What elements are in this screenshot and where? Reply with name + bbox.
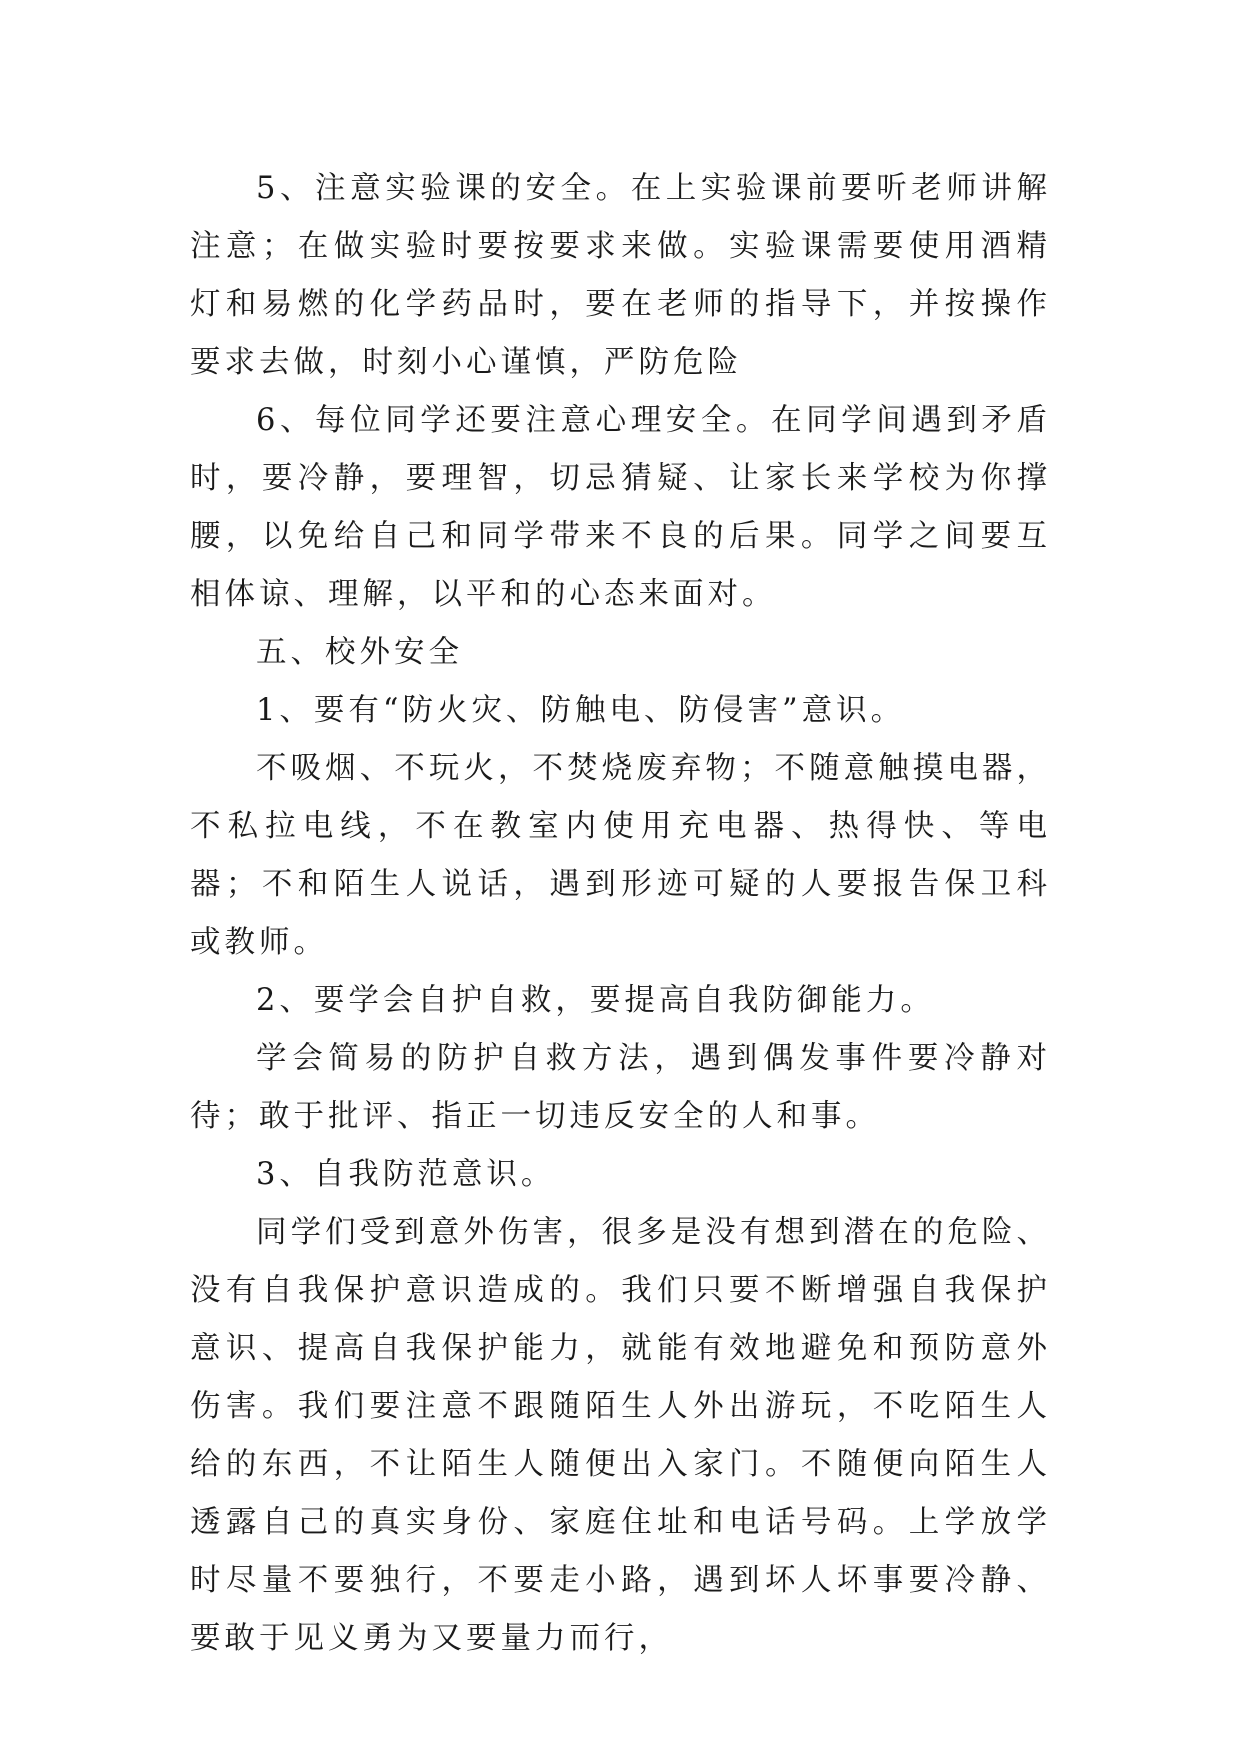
paragraph-fire-electric-rules: 不吸烟、不玩火，不焚烧废弃物；不随意触摸电器，不私拉电线，不在教室内使用充电器、热得快、等电器；不和陌生人说话，遇到形迹可疑的人要报告保卫科或教师。 [190, 751, 1051, 960]
paragraph-lab-safety: 5、注意实验课的安全。在上实验课前要听老师讲解注意；在做实验时要按要求来做。实验课需要使用酒精灯和易燃的化学药品时，要在老师的指导下，并按操作要求去做，时刻小心谨慎，严防危险 [190, 171, 1051, 380]
section-heading-off-campus-safety: 五、校外安全 [256, 635, 463, 670]
paragraph-mental-safety: 6、每位同学还要注意心理安全。在同学间遇到矛盾时，要冷静，要理智，切忌猜疑、让家长来学校为你撑腰，以免给自己和同学带来不良的后果。同学之间要互相体谅、理解，以平和的心态来面对。 [190, 403, 1051, 612]
document-body [190, 160, 1051, 1668]
paragraph-self-protection-details: 同学们受到意外伤害，很多是没有想到潜在的危险、没有自我保护意识造成的。我们只要不断增强自我保护意识、提高自我保护能力，就能有效地避免和预防意外伤害。我们要注意不跟随陌生人外出游玩，不吃陌生人给的东西，不让陌生人随便出入家门。不随便向陌生人透露自己的真实身份、家庭住址和电话号码。上学放学时尽量不要独行，不要走小路，遇到坏人坏事要冷静、要敢于见义勇为又要量力而行， [190, 1215, 1051, 1656]
paragraph-self-rescue-methods: 学会简易的防护自救方法，遇到偶发事件要冷静对待；敢于批评、指正一切违反安全的人和事。 [190, 1041, 1051, 1134]
paragraph-awareness-heading: 1、要有“防火灾、防触电、防侵害”意识。 [256, 693, 906, 728]
paragraph-self-protection-heading: 3、自我防范意识。 [256, 1157, 556, 1192]
paragraph-self-rescue-heading: 2、要学会自护自救，要提高自我防御能力。 [256, 983, 935, 1018]
